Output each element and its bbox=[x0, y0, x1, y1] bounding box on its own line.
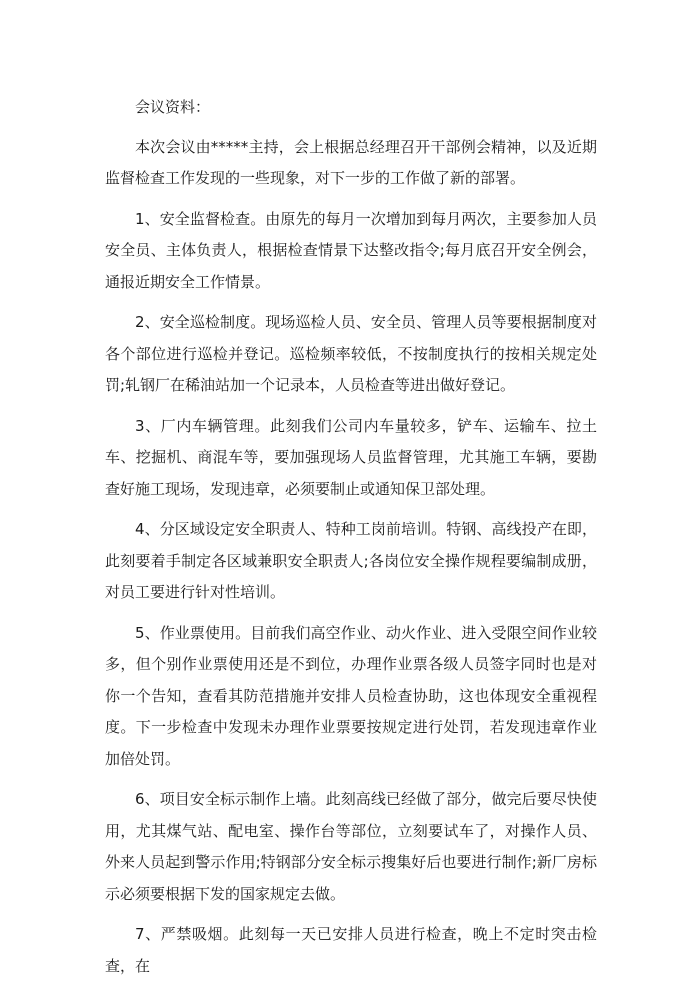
item-4-zone-responsibility: 4、分区域设定安全职责人、特种工岗前培训。特钢、高线投产在即，此刻要着手制定各区域兼职安全职责人;各岗位安全操作规程要编制成册，对员工要进行针对性培训。 bbox=[105, 520, 597, 601]
intro-paragraph: 本次会议由*****主持，会上根据总经理召开干部例会精神，以及近期监督检查工作发现的一些现象，对下一步的工作做了新的部署。 bbox=[105, 137, 597, 187]
item-7-no-smoking: 7、严禁吸烟。此刻每一天已安排人员进行检查，晚上不定时突击检查，在 bbox=[105, 925, 597, 975]
item-2-patrol-system: 2、安全巡检制度。现场巡检人员、安全员、管理人员等要根据制度对各个部位进行巡检并登记。巡检频率较低，不按制度执行的按相关规定处罚;轧钢厂在稀油站加一个记录本，人员检查等进出做好登记。 bbox=[105, 313, 597, 394]
item-1-safety-inspection: 1、安全监督检查。由原先的每月一次增加到每月两次，主要参加人员安全员、主体负责人，根据检查情景下达整改指令;每月底召开安全例会，通报近期安全工作情景。 bbox=[105, 209, 597, 291]
item-6-safety-signs: 6、项目安全标示制作上墙。此刻高线已经做了部分，做完后要尽快使用，尤其煤气站、配电室、操作台等部位，立刻要试车了，对操作人员、外来人员起到警示作用;特钢部分安全标示搜集好后也要进行制作;新厂房标示必须要根据下发的国家规定去做。 bbox=[105, 790, 597, 903]
document-page bbox=[105, 92, 597, 991]
item-3-vehicle-management: 3、厂内车辆管理。此刻我们公司内车量较多，铲车、运输车、拉土车、挖掘机、商混车等，要加强现场人员监督管理，尤其施工车辆，要勘查好施工现场，发现违章，必须要制止或通知保卫部处理。 bbox=[105, 416, 597, 498]
item-5-work-permit: 5、作业票使用。目前我们高空作业、动火作业、进入受限空间作业较多，但个别作业票使用还是不到位，办理作业票各级人员签字同时也是对你一个告知，查看其防范措施并安排人员检查协助，这也体现安全重视程度。下一步检查中发现未办理作业票要按规定进行处罚，若发现违章作业加倍处罚。 bbox=[105, 623, 597, 768]
document-heading: 会议资料： bbox=[135, 98, 211, 116]
